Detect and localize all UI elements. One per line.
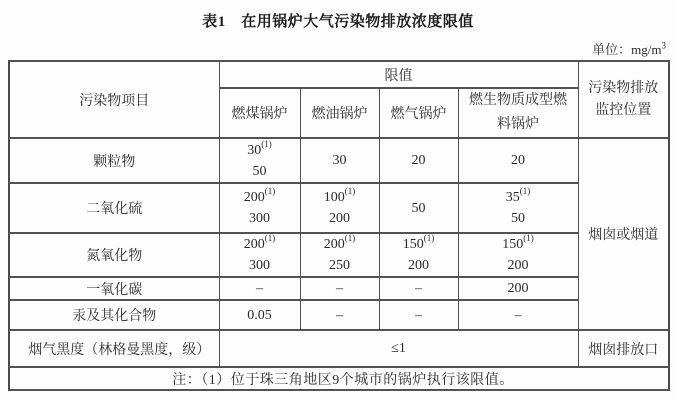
smoke-monitor-location-cell: 烟囱排放口	[578, 330, 669, 367]
unit-superscript: 3	[661, 40, 666, 51]
value-footnote-mark: (1)	[264, 186, 276, 197]
smoke-limit-cell: ≤1	[219, 330, 578, 367]
value-main: 35	[505, 190, 520, 205]
value-footnote-mark: (1)	[344, 186, 356, 197]
header-biomass-boiler: 燃生物质成型燃料锅炉	[458, 88, 578, 138]
footnote: 注：（1）位于珠三角地区9个城市的锅炉执行该限值。	[9, 367, 669, 390]
value-main: –	[256, 281, 263, 296]
value-cell	[219, 277, 300, 300]
value-secondary: 50	[511, 211, 525, 226]
value-main: 30	[247, 142, 262, 158]
unit-label	[8, 39, 666, 56]
value-cell	[379, 183, 458, 233]
value-main: 30	[332, 153, 347, 168]
value-footnote-mark: (1)	[423, 233, 435, 244]
value-main: 50	[411, 200, 426, 216]
header-limit-group: 限值	[219, 61, 578, 88]
value-cell	[300, 233, 379, 277]
value-main: 0.05	[247, 307, 272, 323]
value-cell	[379, 138, 458, 183]
value-main: 200	[243, 237, 265, 252]
value-secondary: 300	[249, 258, 270, 273]
value-cell	[300, 277, 379, 300]
value-main: –	[514, 307, 522, 323]
value-footnote-mark: (1)	[344, 233, 356, 244]
value-main: 150	[402, 237, 424, 252]
value-footnote-mark: (1)	[523, 233, 534, 244]
value-main: 200	[323, 237, 345, 252]
value-main: –	[415, 281, 422, 296]
value-footnote-mark: (1)	[519, 186, 531, 197]
value-cell	[379, 300, 458, 330]
unit-text: 单位：mg/m	[592, 42, 662, 57]
value-cell	[379, 233, 458, 277]
value-cell	[219, 300, 300, 330]
value-cell	[300, 183, 379, 233]
table-row-particulate	[9, 138, 669, 183]
pollutant-name: 颗粒物	[9, 138, 219, 183]
value-cell	[458, 277, 578, 300]
value-main: 150	[502, 237, 524, 252]
table-row-smoke-blackness	[9, 330, 669, 367]
table-row-so2	[9, 183, 669, 233]
header-coal-boiler: 燃煤锅炉	[219, 88, 300, 138]
pollutant-name: 氮氧化物	[9, 233, 219, 277]
table-row-co	[9, 277, 669, 300]
value-main: 200	[243, 190, 265, 205]
pollutant-name: 烟气黑度（林格曼黑度，级）	[9, 330, 219, 367]
table-title: 表1 在用锅炉大气污染物排放浓度限值	[202, 14, 474, 30]
value-secondary: 200	[329, 211, 350, 226]
table-row-nox	[9, 233, 669, 277]
pollutant-name: 汞及其化合物	[9, 300, 219, 330]
value-secondary: 300	[249, 211, 270, 226]
header-gas-boiler: 燃气锅炉	[379, 88, 458, 138]
header-row-limit	[9, 61, 669, 88]
value-cell	[300, 300, 379, 330]
value-cell	[379, 277, 458, 300]
table-row-mercury	[9, 300, 669, 330]
value-cell	[458, 233, 578, 277]
header-pollutant-col: 污染物项目	[9, 61, 219, 138]
value-main: –	[336, 307, 343, 323]
value-secondary: 50	[252, 163, 267, 179]
monitor-location-cell: 烟囱或烟道	[578, 138, 669, 330]
header-oil-boiler: 燃油锅炉	[300, 88, 379, 138]
value-cell	[219, 233, 300, 277]
value-secondary: 250	[329, 258, 350, 273]
value-cell	[458, 138, 578, 183]
value-cell	[219, 183, 300, 233]
value-main: 200	[507, 281, 529, 296]
value-main: 20	[511, 153, 525, 168]
value-footnote-mark: (1)	[261, 138, 272, 149]
table-row-note	[9, 367, 669, 390]
value-cell	[219, 138, 300, 183]
value-secondary: 200	[408, 258, 429, 273]
value-footnote-mark: (1)	[264, 233, 276, 244]
value-main: –	[336, 281, 343, 296]
pollutant-name: 二氧化硫	[9, 183, 219, 233]
value-cell	[458, 300, 578, 330]
header-monitor-col: 污染物排放监控位置	[578, 61, 669, 138]
emission-limits-table	[8, 60, 670, 391]
value-main: –	[415, 307, 422, 323]
value-cell	[458, 183, 578, 233]
value-main: 20	[411, 153, 426, 168]
value-cell	[300, 138, 379, 183]
pollutant-name: 一氧化碳	[9, 277, 219, 300]
value-secondary: 200	[507, 258, 529, 273]
value-main: 100	[323, 190, 345, 205]
